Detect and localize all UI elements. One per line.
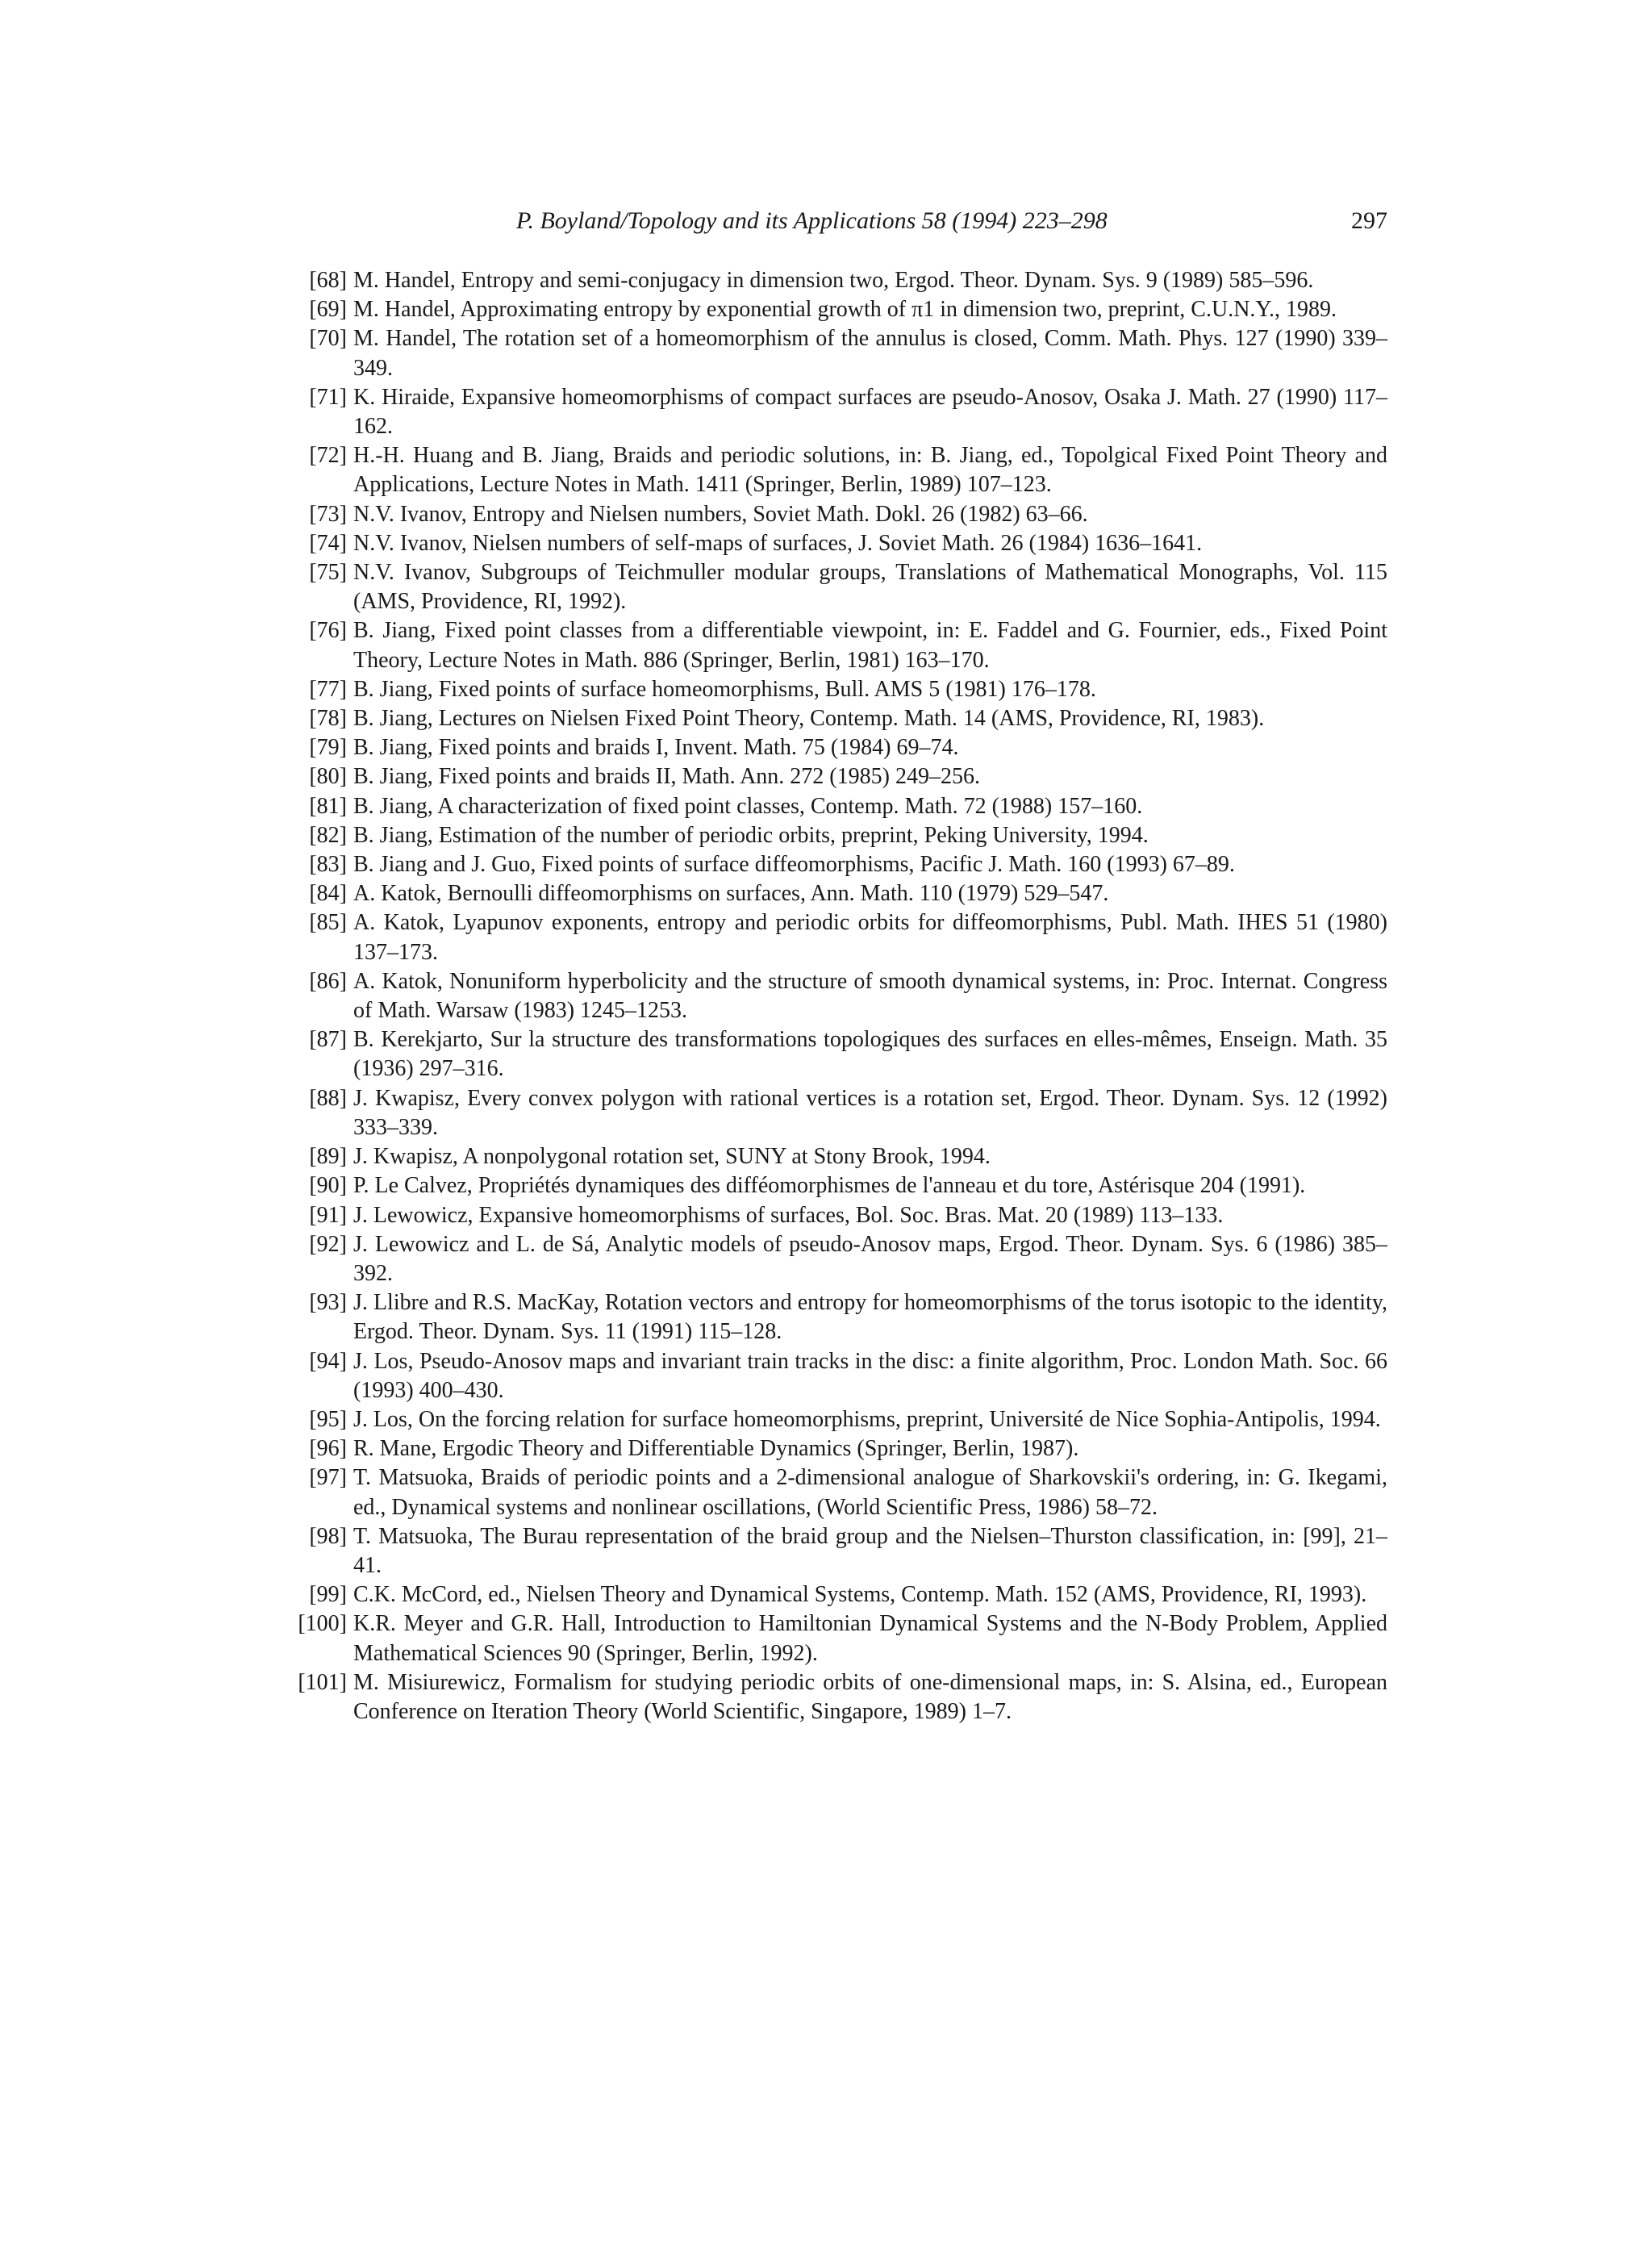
page-number: 297 (1351, 207, 1387, 234)
reference-entry (307, 908, 1387, 966)
reference-entry (307, 1084, 1387, 1142)
reference-text: K. Hiraide, Expansive homeomorphisms of compact surfaces are pseudo-Anosov, Osaka J. Math. 27 (1990) 117–162. (353, 384, 1387, 440)
reference-text: M. Handel, The rotation set of a homeomorphism of the annulus is closed, Comm. Math. Phys. 127 (1990) 339–349. (353, 326, 1387, 381)
reference-number: [70] (309, 326, 347, 352)
reference-text: B. Jiang, A characterization of fixed point classes, Contemp. Math. 72 (1988) 157–160. (353, 793, 1143, 819)
reference-list (298, 266, 1387, 1726)
reference-number: [86] (309, 968, 347, 994)
reference-entry (307, 762, 1387, 791)
reference-number: [69] (309, 297, 347, 323)
reference-text: J. Kwapisz, Every convex polygon with rational vertices is a rotation set, Ergod. Theor. Dynam. Sys. 12 (1992) 333–339. (353, 1085, 1387, 1140)
reference-entry (307, 383, 1387, 441)
reference-entry (307, 1463, 1387, 1522)
reference-number: [79] (309, 735, 347, 761)
reference-number: [87] (309, 1027, 347, 1053)
reference-text: N.V. Ivanov, Subgroups of Teichmuller modular groups, Translations of Mathematical Monographs, Vol. 115 (AMS, Providence, RI, 1992). (353, 560, 1387, 615)
reference-number: [76] (309, 618, 347, 644)
reference-text: M. Handel, Approximating entropy by exponential growth of π1 in dimension two, preprint, C.U.N.Y., 1989. (353, 297, 1337, 323)
reference-entry (307, 1434, 1387, 1463)
reference-number: [71] (309, 384, 347, 410)
reference-text: B. Jiang and J. Guo, Fixed points of surface diffeomorphisms, Pacific J. Math. 160 (1993) 67–89. (353, 852, 1235, 878)
reference-entry (307, 1230, 1387, 1288)
reference-entry (307, 792, 1387, 821)
reference-number: [89] (309, 1144, 347, 1170)
reference-number: [68] (309, 268, 347, 293)
reference-entry (307, 1025, 1387, 1083)
reference-entry (307, 1347, 1387, 1405)
reference-entry (307, 266, 1387, 295)
reference-text: M. Handel, Entropy and semi-conjugacy in dimension two, Ergod. Theor. Dynam. Sys. 9 (1989) 585–596. (353, 268, 1314, 293)
reference-entry (307, 500, 1387, 529)
reference-text: M. Misiurewicz, Formalism for studying periodic orbits of one-dimensional maps, in: S. Alsina, ed., European Conference on Iteration Theory (World Scientific, Singapore, 1989) 1–7. (353, 1669, 1387, 1724)
reference-text: R. Mane, Ergodic Theory and Differentiable Dynamics (Springer, Berlin, 1987). (353, 1436, 1079, 1462)
reference-text: J. Los, Pseudo-Anosov maps and invariant train tracks in the disc: a finite algorithm, Proc. London Math. Soc. 66 (1993) 400–430. (353, 1348, 1387, 1403)
reference-text: J. Lewowicz, Expansive homeomorphisms of surfaces, Bol. Soc. Bras. Mat. 20 (1989) 113–133. (353, 1202, 1224, 1228)
reference-text: T. Matsuoka, The Burau representation of the braid group and the Nielsen–Thurston classification, in: [99], 21–41. (353, 1523, 1387, 1578)
reference-text: T. Matsuoka, Braids of periodic points and a 2-dimensional analogue of Sharkovskii's ordering, in: G. Ikegami, ed., Dynamical systems and nonlinear oscillations, (World Scientific Press, 1986) 58–72. (353, 1465, 1387, 1520)
reference-entry (298, 1609, 1387, 1668)
reference-number: [94] (309, 1348, 347, 1374)
reference-entry (307, 441, 1387, 499)
reference-number: [77] (309, 676, 347, 702)
reference-entry (307, 1522, 1387, 1580)
reference-entry (307, 1580, 1387, 1609)
reference-text: K.R. Meyer and G.R. Hall, Introduction to Hamiltonian Dynamical Systems and the N-Body Problem, Applied Mathematical Sciences 90 (Springer, Berlin, 1992). (353, 1611, 1387, 1666)
reference-number: [82] (309, 822, 347, 848)
reference-text: J. Kwapisz, A nonpolygonal rotation set, SUNY at Stony Brook, 1994. (353, 1144, 991, 1170)
reference-number: [83] (309, 852, 347, 878)
reference-entry (298, 1668, 1387, 1726)
reference-text: C.K. McCord, ed., Nielsen Theory and Dynamical Systems, Contemp. Math. 152 (AMS, Providence, RI, 1993). (353, 1582, 1367, 1608)
reference-number: [99] (309, 1582, 347, 1608)
reference-number: [97] (309, 1465, 347, 1491)
reference-text: A. Katok, Bernoulli diffeomorphisms on surfaces, Ann. Math. 110 (1979) 529–547. (353, 881, 1109, 907)
running-title: P. Boyland/Topology and its Applications 58 (1994) 223–298 (516, 207, 1108, 234)
reference-number: [92] (309, 1231, 347, 1257)
reference-text: B. Jiang, Fixed points and braids II, Math. Ann. 272 (1985) 249–256. (353, 764, 980, 790)
reference-entry (307, 879, 1387, 908)
reference-number: [88] (309, 1085, 347, 1111)
reference-number: [78] (309, 706, 347, 732)
reference-number: [74] (309, 530, 347, 556)
reference-entry (307, 529, 1387, 558)
reference-entry (307, 1288, 1387, 1346)
reference-number: [96] (309, 1436, 347, 1462)
reference-number: [85] (309, 910, 347, 936)
reference-number: [75] (309, 560, 347, 586)
reference-text: B. Jiang, Fixed points and braids I, Invent. Math. 75 (1984) 69–74. (353, 735, 959, 761)
reference-number: [80] (309, 764, 347, 790)
reference-text: B. Jiang, Fixed point classes from a differentiable viewpoint, in: E. Faddel and G. Fournier, eds., Fixed Point Theory, Lecture Notes in Math. 886 (Springer, Berlin, 1981) 163–170. (353, 618, 1387, 673)
reference-entry (307, 675, 1387, 704)
reference-text: A. Katok, Nonuniform hyperbolicity and the structure of smooth dynamical systems, in: Proc. Internat. Congress of Math. Warsaw (1983) 1245–1253. (353, 968, 1387, 1024)
reference-number: [81] (309, 793, 347, 819)
reference-text: B. Jiang, Fixed points of surface homeomorphisms, Bull. AMS 5 (1981) 176–178. (353, 676, 1096, 702)
reference-entry (307, 733, 1387, 762)
reference-text: B. Kerekjarto, Sur la structure des transformations topologiques des surfaces en elles-mêmes, Enseign. Math. 35 (1936) 297–316. (353, 1027, 1387, 1082)
reference-entry (307, 1405, 1387, 1434)
reference-entry (307, 1201, 1387, 1230)
reference-text: B. Jiang, Lectures on Nielsen Fixed Point Theory, Contemp. Math. 14 (AMS, Providence, RI, 1983). (353, 706, 1265, 732)
reference-text: J. Llibre and R.S. MacKay, Rotation vectors and entropy for homeomorphisms of the torus isotopic to the identity, Ergod. Theor. Dynam. Sys. 11 (1991) 115–128. (353, 1290, 1387, 1345)
reference-number: [95] (309, 1406, 347, 1432)
reference-number: [90] (309, 1173, 347, 1199)
reference-entry (307, 967, 1387, 1025)
reference-entry (307, 558, 1387, 616)
reference-text: P. Le Calvez, Propriétés dynamiques des difféomorphismes de l'anneau et du tore, Astérisque 204 (1991). (353, 1173, 1306, 1199)
reference-entry (307, 1142, 1387, 1171)
reference-number: [100] (298, 1611, 347, 1637)
reference-entry (307, 1171, 1387, 1200)
reference-text: N.V. Ivanov, Entropy and Nielsen numbers, Soviet Math. Dokl. 26 (1982) 63–66. (353, 501, 1088, 527)
running-header (347, 205, 1387, 237)
reference-number: [91] (309, 1202, 347, 1228)
reference-number: [101] (298, 1669, 347, 1695)
reference-entry (307, 324, 1387, 382)
reference-entry (307, 704, 1387, 733)
reference-number: [72] (309, 443, 347, 469)
reference-text: A. Katok, Lyapunov exponents, entropy and periodic orbits for diffeomorphisms, Publ. Math. IHES 51 (1980) 137–173. (353, 910, 1387, 965)
reference-entry (307, 850, 1387, 879)
reference-text: J. Los, On the forcing relation for surface homeomorphisms, preprint, Université de Nice Sophia-Antipolis, 1994. (353, 1406, 1381, 1432)
reference-text: B. Jiang, Estimation of the number of periodic orbits, preprint, Peking University, 1994. (353, 822, 1149, 848)
reference-number: [98] (309, 1523, 347, 1549)
reference-number: [73] (309, 501, 347, 527)
reference-text: N.V. Ivanov, Nielsen numbers of self-maps of surfaces, J. Soviet Math. 26 (1984) 1636–1641. (353, 530, 1203, 556)
reference-text: J. Lewowicz and L. de Sá, Analytic models of pseudo-Anosov maps, Ergod. Theor. Dynam. Sys. 6 (1986) 385–392. (353, 1231, 1387, 1286)
reference-text: H.-H. Huang and B. Jiang, Braids and periodic solutions, in: B. Jiang, ed., Topolgical Fixed Point Theory and Applications, Lecture Notes in Math. 1411 (Springer, Berlin, 1989) 107–123. (353, 443, 1387, 498)
reference-number: [84] (309, 881, 347, 907)
reference-entry (307, 616, 1387, 674)
reference-entry (307, 821, 1387, 850)
reference-entry (307, 295, 1387, 324)
reference-number: [93] (309, 1290, 347, 1316)
